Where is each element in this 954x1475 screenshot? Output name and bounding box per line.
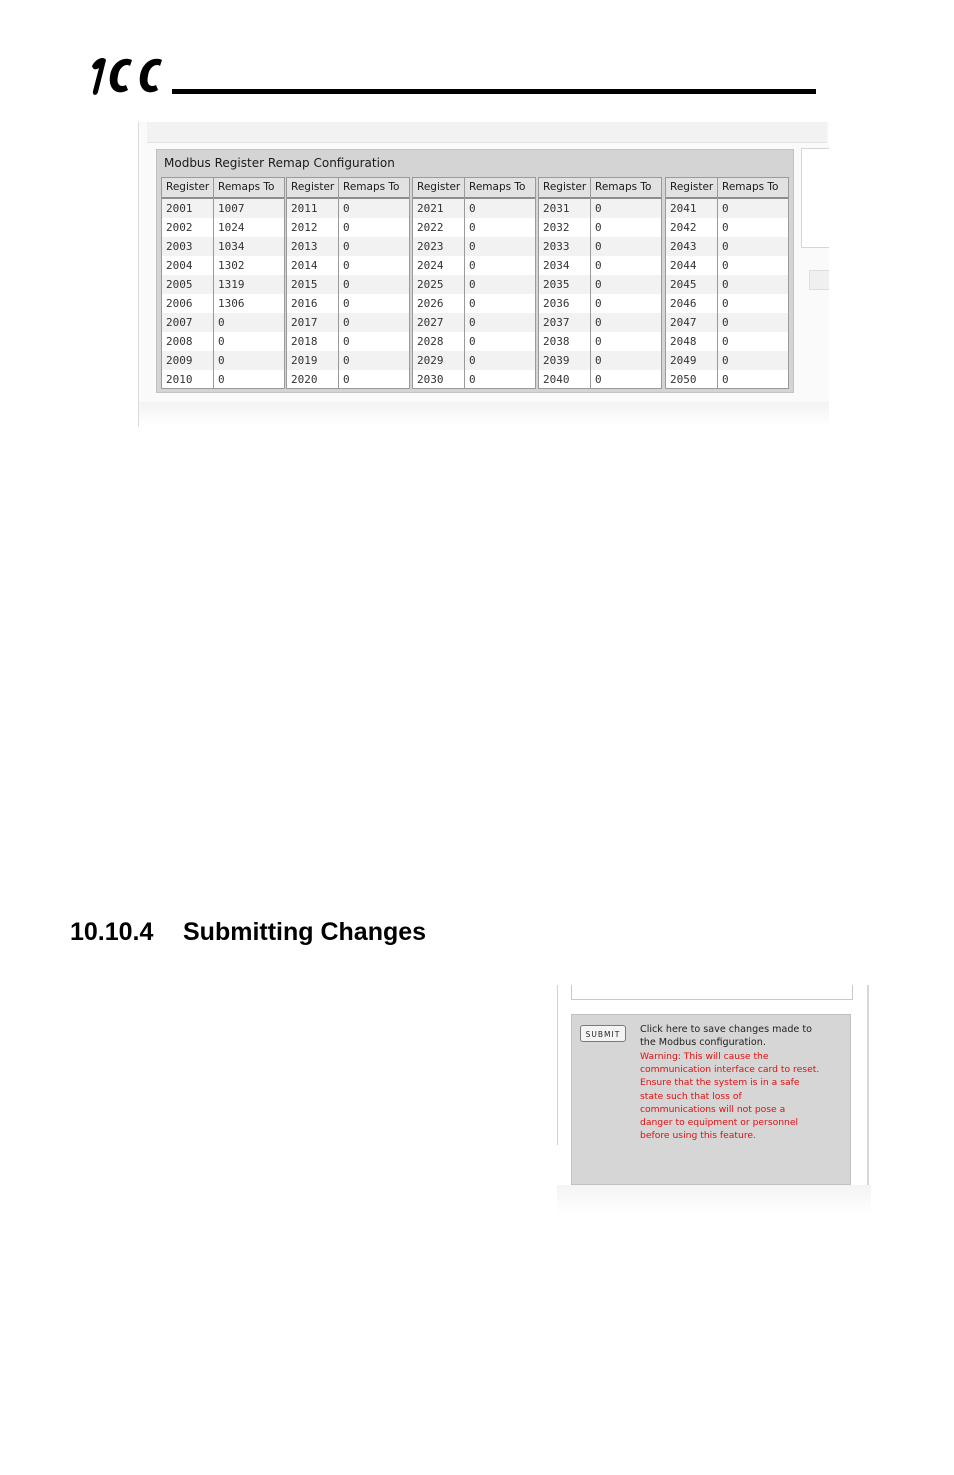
register-cell: 2029 <box>417 354 444 367</box>
table-body <box>666 199 788 389</box>
table-body <box>413 199 535 389</box>
table-row <box>162 218 284 237</box>
register-cell: 2048 <box>670 335 697 348</box>
remap-table <box>161 177 285 389</box>
remaps-to-cell[interactable]: 0 <box>218 335 225 348</box>
table-row <box>413 256 535 275</box>
remaps-to-cell[interactable]: 0 <box>595 259 602 272</box>
remaps-to-cell[interactable]: 0 <box>343 373 350 386</box>
remaps-to-cell[interactable]: 0 <box>469 335 476 348</box>
remap-table <box>538 177 662 389</box>
table-row <box>162 313 284 332</box>
remaps-to-cell[interactable]: 0 <box>343 202 350 215</box>
register-cell: 2023 <box>417 240 444 253</box>
table-body <box>539 199 661 389</box>
remaps-to-cell[interactable]: 0 <box>218 373 225 386</box>
remaps-to-cell[interactable]: 0 <box>469 354 476 367</box>
register-cell: 2014 <box>291 259 318 272</box>
table-row <box>666 275 788 294</box>
table-row <box>539 218 661 237</box>
table-body <box>162 199 284 389</box>
register-cell: 2033 <box>543 240 570 253</box>
remaps-to-cell[interactable]: 0 <box>469 240 476 253</box>
table-row <box>162 294 284 313</box>
remap-table <box>286 177 410 389</box>
register-cell: 2046 <box>670 297 697 310</box>
table-row <box>162 370 284 389</box>
header-register: Register <box>417 181 461 193</box>
remap-config-title: Modbus Register Remap Configuration <box>164 156 395 170</box>
register-cell: 2026 <box>417 297 444 310</box>
table-row <box>162 237 284 256</box>
table-header <box>413 178 535 199</box>
table-row <box>287 313 409 332</box>
register-cell: 2007 <box>166 316 193 329</box>
header-remaps-to: Remaps To <box>469 181 526 193</box>
register-cell: 2035 <box>543 278 570 291</box>
table-row <box>287 332 409 351</box>
register-cell: 2034 <box>543 259 570 272</box>
register-cell: 2025 <box>417 278 444 291</box>
remaps-to-cell[interactable]: 0 <box>469 316 476 329</box>
register-cell: 2027 <box>417 316 444 329</box>
remaps-to-cell[interactable]: 0 <box>343 354 350 367</box>
table-row <box>666 370 788 389</box>
table-row <box>539 332 661 351</box>
table-row <box>539 275 661 294</box>
remap-config-panel <box>156 149 794 393</box>
remaps-to-cell[interactable]: 0 <box>343 240 350 253</box>
register-cell: 2036 <box>543 297 570 310</box>
remaps-to-cell[interactable]: 0 <box>722 354 729 367</box>
remaps-to-cell[interactable]: 0 <box>469 202 476 215</box>
table-row <box>539 199 661 218</box>
remaps-to-cell[interactable]: 0 <box>722 202 729 215</box>
upper-panel <box>571 985 853 1000</box>
header-register: Register <box>670 181 714 193</box>
browser-top-strip <box>147 122 827 143</box>
register-cell: 2037 <box>543 316 570 329</box>
register-cell: 2042 <box>670 221 697 234</box>
header-rule <box>172 89 816 94</box>
submit-description: Click here to save changes made to the Modbus configuration. <box>640 1024 813 1049</box>
remaps-to-cell[interactable]: 0 <box>595 354 602 367</box>
table-row <box>666 294 788 313</box>
table-row <box>666 256 788 275</box>
remaps-to-cell[interactable]: 0 <box>343 297 350 310</box>
register-cell: 2049 <box>670 354 697 367</box>
table-row <box>539 370 661 389</box>
remaps-to-cell[interactable]: 0 <box>722 240 729 253</box>
table-header <box>666 178 788 199</box>
header-register: Register <box>291 181 335 193</box>
register-cell: 2005 <box>166 278 193 291</box>
remaps-to-cell[interactable]: 0 <box>595 221 602 234</box>
table-row <box>539 294 661 313</box>
table-row <box>287 199 409 218</box>
table-row <box>162 275 284 294</box>
register-cell: 2004 <box>166 259 193 272</box>
section-heading <box>70 918 426 947</box>
register-cell: 2010 <box>166 373 193 386</box>
register-cell: 2043 <box>670 240 697 253</box>
remaps-to-cell[interactable]: 0 <box>469 278 476 291</box>
register-cell: 2011 <box>291 202 318 215</box>
header-remaps-to: Remaps To <box>722 181 779 193</box>
table-row <box>413 237 535 256</box>
register-cell: 2032 <box>543 221 570 234</box>
table-row <box>666 332 788 351</box>
remaps-to-cell[interactable]: 0 <box>343 259 350 272</box>
icc-logo <box>88 52 176 98</box>
submit-screenshot <box>557 985 871 1215</box>
side-panel <box>801 148 829 248</box>
remaps-to-cell[interactable]: 1024 <box>218 221 245 234</box>
remaps-to-cell[interactable]: 0 <box>595 297 602 310</box>
register-cell: 2024 <box>417 259 444 272</box>
register-cell: 2017 <box>291 316 318 329</box>
table-row <box>162 199 284 218</box>
table-row <box>287 256 409 275</box>
remaps-to-cell[interactable]: 0 <box>343 221 350 234</box>
table-row <box>413 313 535 332</box>
remaps-to-cell[interactable]: 1034 <box>218 240 245 253</box>
register-cell: 2012 <box>291 221 318 234</box>
table-header <box>287 178 409 199</box>
header-remaps-to: Remaps To <box>218 181 275 193</box>
section-title: Submitting Changes <box>183 918 427 946</box>
register-cell: 2030 <box>417 373 444 386</box>
remaps-to-cell[interactable]: 0 <box>722 278 729 291</box>
register-cell: 2019 <box>291 354 318 367</box>
remaps-to-cell[interactable]: 0 <box>595 278 602 291</box>
register-cell: 2018 <box>291 335 318 348</box>
remaps-to-cell[interactable]: 0 <box>218 316 225 329</box>
table-row <box>413 199 535 218</box>
table-row <box>413 275 535 294</box>
table-body <box>287 199 409 389</box>
remaps-to-cell[interactable]: 0 <box>343 335 350 348</box>
remaps-to-cell[interactable]: 0 <box>343 278 350 291</box>
register-cell: 2016 <box>291 297 318 310</box>
register-cell: 2031 <box>543 202 570 215</box>
submit-warning: Warning: This will cause the communication interface card to reset. Ensure that the system is in a safe state such that loss of communications will not pose a danger to equipment or personnel before using this feature. <box>640 1051 820 1142</box>
side-panel-button <box>809 270 829 290</box>
remaps-to-cell[interactable]: 0 <box>218 354 225 367</box>
table-row <box>539 351 661 370</box>
remaps-to-cell[interactable]: 0 <box>469 259 476 272</box>
remap-screenshot <box>138 122 829 427</box>
remaps-to-cell[interactable]: 0 <box>469 221 476 234</box>
table-row <box>413 332 535 351</box>
register-cell: 2045 <box>670 278 697 291</box>
register-cell: 2047 <box>670 316 697 329</box>
register-cell: 2021 <box>417 202 444 215</box>
register-cell: 2003 <box>166 240 193 253</box>
remaps-to-cell[interactable]: 0 <box>722 335 729 348</box>
remaps-to-cell[interactable]: 0 <box>595 316 602 329</box>
register-cell: 2001 <box>166 202 193 215</box>
register-cell: 2028 <box>417 335 444 348</box>
table-row <box>666 313 788 332</box>
remaps-to-cell[interactable]: 1007 <box>218 202 245 215</box>
submit-panel <box>571 1014 851 1185</box>
table-row <box>287 294 409 313</box>
table-row <box>539 237 661 256</box>
remaps-to-cell[interactable]: 0 <box>722 316 729 329</box>
table-header <box>539 178 661 199</box>
table-row <box>413 370 535 389</box>
remaps-to-cell[interactable]: 0 <box>722 259 729 272</box>
table-row <box>162 256 284 275</box>
table-row <box>287 237 409 256</box>
table-row <box>287 275 409 294</box>
register-cell: 2006 <box>166 297 193 310</box>
register-cell: 2015 <box>291 278 318 291</box>
remaps-to-cell[interactable]: 0 <box>595 373 602 386</box>
register-cell: 2040 <box>543 373 570 386</box>
remaps-to-cell[interactable]: 0 <box>469 297 476 310</box>
table-row <box>666 351 788 370</box>
remaps-to-cell[interactable]: 0 <box>722 221 729 234</box>
remaps-to-cell[interactable]: 1306 <box>218 297 245 310</box>
register-cell: 2041 <box>670 202 697 215</box>
remaps-to-cell[interactable]: 0 <box>595 202 602 215</box>
table-row <box>287 370 409 389</box>
register-cell: 2050 <box>670 373 697 386</box>
remaps-to-cell[interactable]: 0 <box>595 335 602 348</box>
remaps-to-cell[interactable]: 0 <box>343 316 350 329</box>
table-header <box>162 178 284 199</box>
remaps-to-cell[interactable]: 1319 <box>218 278 245 291</box>
register-cell: 2008 <box>166 335 193 348</box>
register-cell: 2022 <box>417 221 444 234</box>
remaps-to-cell[interactable]: 0 <box>722 297 729 310</box>
remaps-to-cell[interactable]: 0 <box>595 240 602 253</box>
remaps-to-cell[interactable]: 0 <box>722 373 729 386</box>
table-row <box>666 199 788 218</box>
register-cell: 2038 <box>543 335 570 348</box>
remaps-to-cell[interactable]: 0 <box>469 373 476 386</box>
table-row <box>666 237 788 256</box>
table-row <box>287 351 409 370</box>
table-row <box>539 313 661 332</box>
register-cell: 2002 <box>166 221 193 234</box>
register-cell: 2009 <box>166 354 193 367</box>
register-cell: 2044 <box>670 259 697 272</box>
table-row <box>666 218 788 237</box>
remap-table <box>665 177 789 389</box>
register-cell: 2013 <box>291 240 318 253</box>
table-row <box>413 294 535 313</box>
remap-table <box>412 177 536 389</box>
section-number: 10.10.4 <box>70 918 154 946</box>
remaps-to-cell[interactable]: 1302 <box>218 259 245 272</box>
header-register: Register <box>166 181 210 193</box>
header-remaps-to: Remaps To <box>595 181 652 193</box>
submit-button[interactable]: SUBMIT <box>580 1025 626 1042</box>
table-row <box>539 256 661 275</box>
table-row <box>413 218 535 237</box>
header-register: Register <box>543 181 587 193</box>
register-cell: 2039 <box>543 354 570 367</box>
table-row <box>162 351 284 370</box>
register-cell: 2020 <box>291 373 318 386</box>
header-remaps-to: Remaps To <box>343 181 400 193</box>
table-row <box>287 218 409 237</box>
table-row <box>413 351 535 370</box>
table-row <box>162 332 284 351</box>
